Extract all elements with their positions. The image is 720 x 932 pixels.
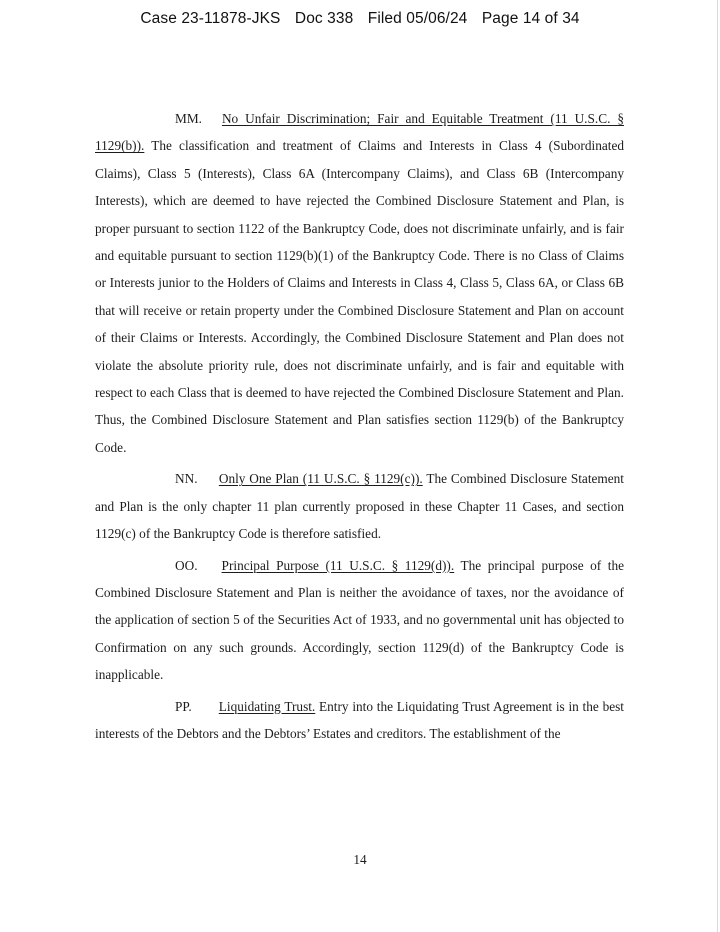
paragraph-number: MM. <box>175 111 202 126</box>
paragraph-heading: Only One Plan (11 U.S.C. § 1129(c)). <box>218 471 423 487</box>
filed-date: Filed 05/06/24 <box>367 10 468 27</box>
paragraph-heading: Principal Purpose (11 U.S.C. § 1129(d)). <box>221 557 455 573</box>
paragraph-number: OO. <box>175 557 198 573</box>
case-header <box>0 10 720 28</box>
case-number: Case 23-11878-JKS <box>140 10 281 27</box>
page-number: 14 <box>353 852 367 867</box>
paragraph-nn <box>95 465 624 547</box>
paragraph-text: The principal purpose of the Combined Disclosure Statement and Plan is neither the avoidance of taxes, nor the avoidance of the application of section 5 of the Securities Act of 1933, and no governmental unit has objected to Confirmation on any such grounds. Accordingly, section 1129(d) of the Bankruptcy Code is inapplicable. <box>95 557 624 683</box>
paragraph-text: The Combined Disclosure Statement and Plan is the only chapter 11 plan currently proposed in these Chapter 11 Cases, and section 1129(c) of the Bankruptcy Code is therefore satisfied. <box>95 471 625 542</box>
paragraph-pp <box>95 693 624 748</box>
paragraph-text: Entry into the Liquidating Trust Agreement is in the best interests of the Debtors and the Debtors’ Estates and creditors. The establishment of the <box>95 698 624 741</box>
paragraph-text: The classification and treatment of Claims and Interests in Class 4 (Subordinated Claims), Class 5 (Interests), Class 6A (Intercompany Claims), and Class 6B (Intercompany Interests), which are deemed to have rejected the Combined Disclosure Statement and Plan, is proper pursuant to section 1122 of the Bankruptcy Code, does not discriminate unfairly, and is fair and equitable pursuant to section 1129(b)(1) of the Bankruptcy Code. There is no Class of Claims or Interests junior to the Holders of Claims and Interests in Class 4, Class 5, Class 6A, or Class 6B that will receive or retain property under the Combined Disclosure Statement and Plan on account of their Claims or Interests. Accordingly, the Combined Disclosure Statement and Plan does not violate the absolute priority rule, does not discriminate unfairly, and is fair and equitable with respect to each Class that is deemed to have rejected the Combined Disclosure Statement and Plan. Thus, the Combined Disclosure Statement and Plan satisfies section 1129(b) of the Bankruptcy Code. <box>95 138 624 455</box>
paragraph-mm <box>95 105 624 461</box>
paragraph-heading: Liquidating Trust. <box>218 698 316 714</box>
paragraph-heading: No Unfair Discrimination; Fair and Equitable Treatment (11 U.S.C. § 1129(b)). <box>95 111 624 154</box>
page-indicator: Page 14 of 34 <box>481 10 580 27</box>
doc-number: Doc 338 <box>294 10 354 27</box>
scan-edge-line <box>717 0 718 932</box>
paragraph-oo <box>95 552 624 689</box>
document-body <box>95 105 624 747</box>
paragraph-number: PP. <box>175 698 192 714</box>
paragraph-number: NN. <box>175 471 198 487</box>
